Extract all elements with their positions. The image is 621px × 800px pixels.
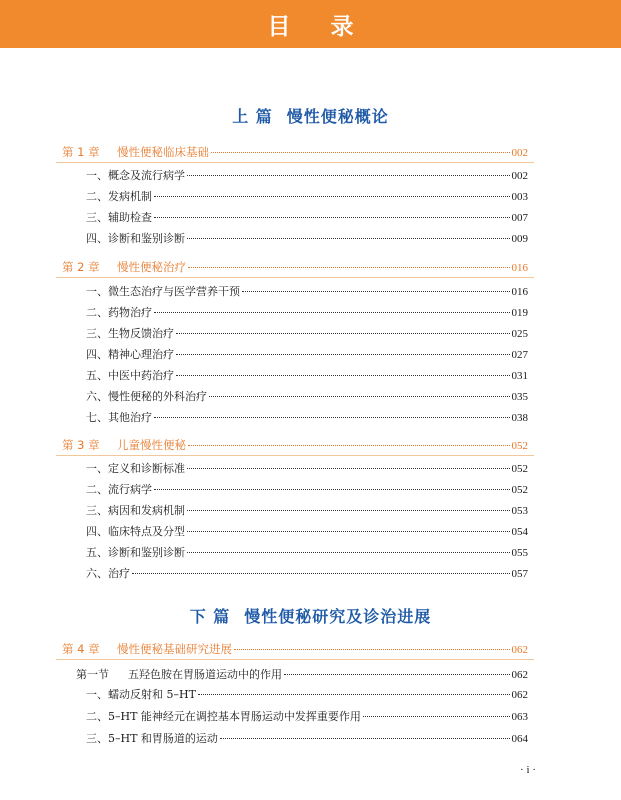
toc-entry[interactable] [86, 285, 528, 299]
page-ref: 052 [511, 484, 528, 496]
toc-chapter-2[interactable] [62, 260, 528, 275]
toc-entry[interactable] [86, 232, 528, 246]
chapter-number: 第 2 章 [62, 260, 100, 274]
part-label: 上 篇 [232, 107, 273, 126]
dot-leader [187, 175, 510, 176]
page-ref: 062 [511, 644, 528, 656]
entry-label: 三、5–HT 和胃肠道的运动 [86, 732, 218, 745]
toc-chapter-3[interactable] [62, 438, 528, 453]
dot-leader [220, 738, 510, 739]
dot-leader [154, 312, 510, 313]
dot-leader [176, 333, 510, 334]
page-ref: 052 [511, 463, 528, 475]
toc-entry[interactable] [86, 567, 528, 581]
toc-entry[interactable] [86, 732, 528, 746]
page-ref: 025 [511, 328, 528, 340]
page-number: · i · [520, 764, 536, 776]
dot-leader [242, 291, 510, 292]
page-ref: 009 [511, 233, 528, 245]
toc-entry[interactable] [86, 190, 528, 204]
entry-label: 七、其他治疗 [86, 411, 152, 424]
page-ref: 027 [511, 349, 528, 361]
dot-leader [187, 238, 510, 239]
chapter-divider [56, 162, 534, 163]
toc-entry[interactable] [86, 462, 528, 476]
toc-entry[interactable] [86, 525, 528, 539]
page-ref: 062 [511, 689, 528, 701]
chapter-divider [56, 659, 534, 660]
dot-leader [176, 354, 510, 355]
page-ref: 053 [511, 505, 528, 517]
title-banner [0, 0, 621, 48]
page-ref: 063 [511, 711, 528, 723]
chapter-number: 第 3 章 [62, 438, 100, 452]
toc-section[interactable] [76, 668, 528, 682]
dot-leader [187, 510, 510, 511]
entry-label: 三、辅助检查 [86, 211, 152, 224]
page-ref: 002 [511, 147, 528, 159]
page-ref: 007 [511, 212, 528, 224]
chapter-number: 第 4 章 [62, 642, 100, 656]
page-ref: 038 [511, 412, 528, 424]
toc-entry[interactable] [86, 169, 528, 183]
dot-leader [187, 531, 510, 532]
chapter-divider [56, 455, 534, 456]
toc-entry[interactable] [86, 390, 528, 404]
page-ref: 019 [511, 307, 528, 319]
chapter-title: 慢性便秘临床基础 [117, 145, 209, 159]
page-ref: 062 [511, 669, 528, 681]
toc-entry[interactable] [86, 211, 528, 225]
section-title: 五羟色胺在胃肠道运动中的作用 [128, 668, 282, 681]
page-ref: 035 [511, 391, 528, 403]
dot-leader [154, 196, 510, 197]
dot-leader [198, 694, 510, 695]
dot-leader [363, 716, 510, 717]
page-ref: 016 [511, 286, 528, 298]
dot-leader [188, 267, 510, 268]
chapter-number: 第 1 章 [62, 145, 100, 159]
toc-entry[interactable] [86, 688, 528, 702]
toc-chapter-4[interactable] [62, 642, 528, 657]
page-ref: 003 [511, 191, 528, 203]
part-heading-2 [0, 604, 621, 627]
chapter-title: 儿童慢性便秘 [117, 438, 186, 452]
part-title: 慢性便秘概论 [286, 107, 389, 126]
chapter-divider [56, 277, 534, 278]
toc-entry[interactable] [86, 348, 528, 362]
toc-entry[interactable] [86, 411, 528, 425]
part-label: 下 篇 [189, 607, 231, 626]
toc-entry[interactable] [86, 546, 528, 560]
toc-entry[interactable] [86, 504, 528, 518]
entry-label: 四、诊断和鉴别诊断 [86, 232, 185, 245]
chapter-title: 慢性便秘基础研究进展 [117, 642, 232, 656]
entry-label: 五、诊断和鉴别诊断 [86, 546, 185, 559]
toc-entry[interactable] [86, 483, 528, 497]
page-ref: 054 [511, 526, 528, 538]
dot-leader [154, 217, 510, 218]
entry-label: 二、药物治疗 [86, 306, 152, 319]
toc-entry[interactable] [86, 306, 528, 320]
dot-leader [154, 417, 510, 418]
dot-leader [188, 445, 510, 446]
entry-label: 一、微生态治疗与医学营养干预 [86, 285, 240, 298]
dot-leader [154, 489, 510, 490]
section-number: 第一节 [76, 668, 109, 681]
entry-label: 二、发病机制 [86, 190, 152, 203]
part-heading-1 [0, 104, 621, 127]
toc-title: 目 录 [267, 13, 370, 40]
part-title: 慢性便秘研究及诊治进展 [244, 607, 432, 626]
page-ref: 055 [511, 547, 528, 559]
page-ref: 064 [511, 733, 528, 745]
dot-leader [234, 649, 510, 650]
toc-chapter-1[interactable] [62, 145, 528, 160]
dot-leader [209, 396, 510, 397]
page-ref: 002 [511, 170, 528, 182]
entry-label: 二、流行病学 [86, 483, 152, 496]
page-ref: 052 [511, 440, 528, 452]
page-ref: 016 [511, 262, 528, 274]
entry-label: 二、5–HT 能神经元在调控基本胃肠运动中发挥重要作用 [86, 710, 361, 723]
entry-label: 六、慢性便秘的外科治疗 [86, 390, 207, 403]
page-ref: 031 [511, 370, 528, 382]
chapter-title: 慢性便秘治疗 [117, 260, 186, 274]
entry-label: 六、治疗 [86, 567, 130, 580]
dot-leader [132, 573, 510, 574]
entry-label: 四、精神心理治疗 [86, 348, 174, 361]
entry-label: 四、临床特点及分型 [86, 525, 185, 538]
page-ref: 057 [511, 568, 528, 580]
toc-entry[interactable] [86, 369, 528, 383]
dot-leader [284, 674, 510, 675]
toc-entry[interactable] [86, 710, 528, 724]
dot-leader [187, 468, 510, 469]
dot-leader [176, 375, 510, 376]
entry-label: 五、中医中药治疗 [86, 369, 174, 382]
entry-label: 一、概念及流行病学 [86, 169, 185, 182]
entry-label: 一、定义和诊断标准 [86, 462, 185, 475]
dot-leader [211, 152, 510, 153]
dot-leader [187, 552, 510, 553]
entry-label: 一、蠕动反射和 5–HT [86, 688, 196, 701]
entry-label: 三、病因和发病机制 [86, 504, 185, 517]
entry-label: 三、生物反馈治疗 [86, 327, 174, 340]
toc-entry[interactable] [86, 327, 528, 341]
